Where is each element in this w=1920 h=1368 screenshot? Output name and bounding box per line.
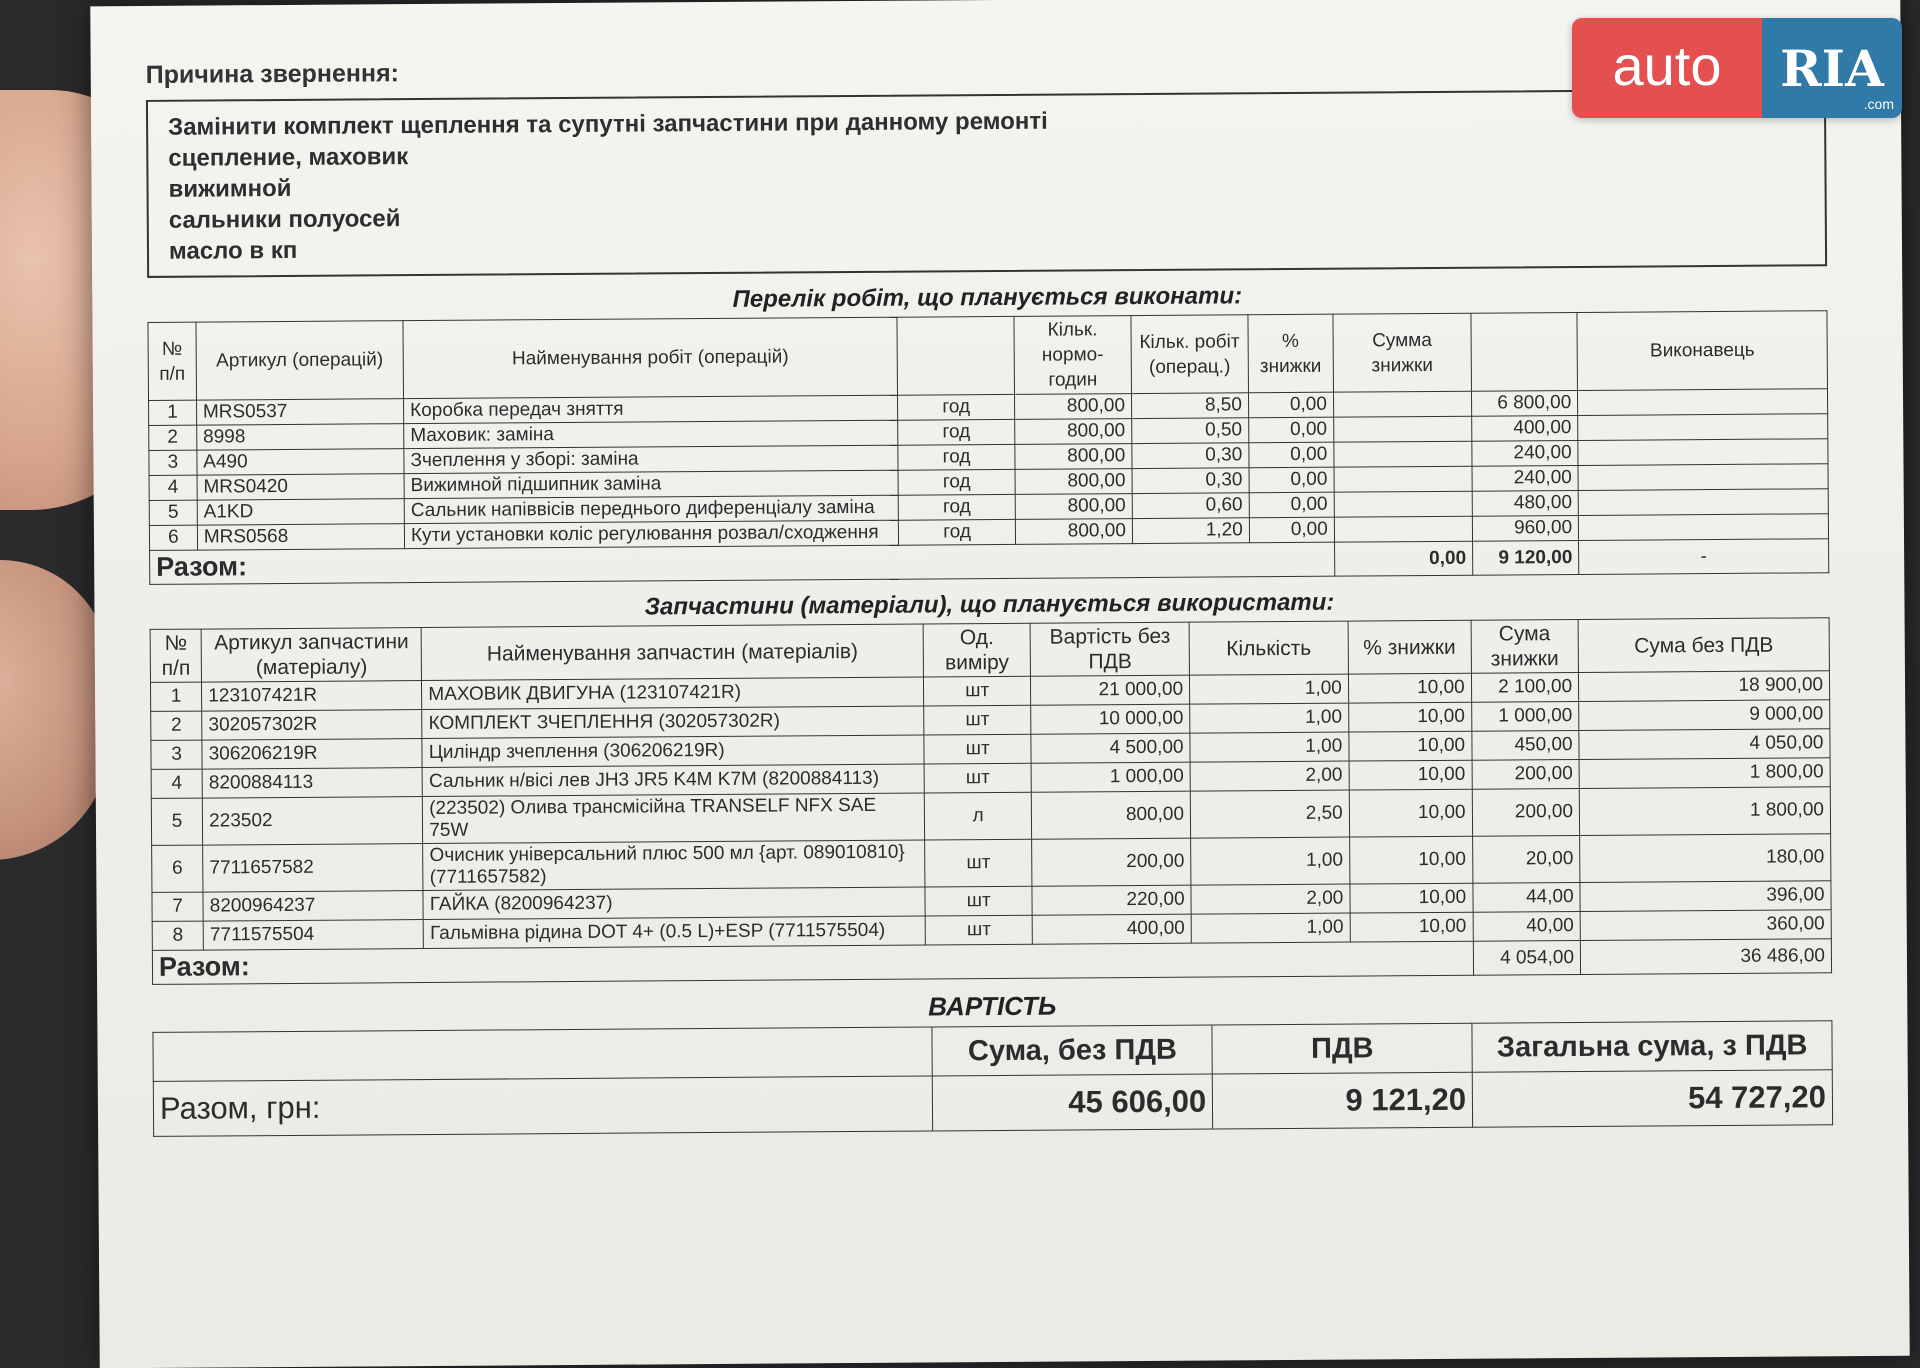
parts-cell: 1 — [150, 682, 201, 711]
parts-cell: 200,00 — [1472, 788, 1580, 836]
parts-header-cell: Вартість без ПДВ — [1031, 622, 1190, 676]
parts-cell: шт — [925, 886, 1033, 916]
cost-total-with-vat: 54 727,20 — [1472, 1070, 1832, 1128]
works-cell: Коробка передач зняття — [404, 395, 898, 423]
works-cell: MRS0568 — [197, 524, 404, 550]
parts-cell: Циліндр зчеплення (306206219R) — [422, 735, 924, 768]
parts-cell: (223502) Олива трансмісійна TRANSELF NFX SAE 75W — [423, 793, 925, 844]
watermark-auto: auto — [1572, 18, 1762, 118]
parts-cell: 10,00 — [1349, 760, 1472, 790]
parts-cell: 3 — [151, 740, 202, 769]
cost-header-empty — [153, 1027, 933, 1081]
autoria-watermark — [1572, 18, 1902, 118]
parts-cell: 7 — [152, 892, 203, 921]
parts-cell: 180,00 — [1580, 834, 1831, 883]
parts-header-cell: Сума знижки — [1471, 619, 1579, 673]
parts-cell: 1,00 — [1190, 732, 1349, 762]
reason-line: масло в кп — [168, 236, 298, 265]
parts-header-cell: Артикул запчастини (матеріалу) — [201, 628, 421, 683]
parts-cell: 5 — [151, 798, 203, 845]
works-cell: 4 — [149, 475, 197, 500]
parts-cell: 306206219R — [202, 739, 422, 770]
works-cell: Сальник напіввісів переднього диференціалу заміна — [404, 495, 898, 523]
parts-cell: 10,00 — [1349, 836, 1472, 884]
works-cell: 800,00 — [1015, 444, 1132, 470]
parts-cell: 1 000,00 — [1471, 701, 1579, 731]
works-cell — [1334, 516, 1472, 542]
parts-cell: Очисник універсальний плюс 500 мл {арт. 089010810} (7711657582) — [423, 840, 925, 891]
parts-cell: 8200964237 — [203, 891, 423, 922]
parts-cell: 2 100,00 — [1471, 672, 1579, 702]
works-cell: 8,50 — [1131, 393, 1248, 419]
works-cell — [1578, 389, 1828, 416]
parts-cell: 396,00 — [1580, 881, 1831, 912]
cost-value-row — [153, 1070, 1832, 1137]
parts-cell: 7711657582 — [203, 844, 423, 893]
works-cell: 800,00 — [1015, 494, 1132, 520]
works-cell: 240,00 — [1472, 440, 1578, 466]
parts-cell: шт — [924, 734, 1032, 764]
parts-header-cell: Найменування запчастин (матеріалів) — [421, 624, 923, 681]
works-cell: 0,60 — [1132, 493, 1249, 519]
parts-total-label: Разом: — [152, 941, 1473, 984]
parts-cell: 200,00 — [1472, 759, 1580, 789]
parts-cell: 200,00 — [1032, 838, 1191, 886]
parts-cell: 1,00 — [1190, 703, 1349, 733]
parts-cell: 10,00 — [1348, 702, 1471, 732]
works-cell: 0,30 — [1132, 443, 1249, 469]
parts-cell: ГАЙКА (8200964237) — [423, 887, 925, 920]
works-header-cell: Сумма знижки — [1333, 313, 1472, 392]
parts-cell: 40,00 — [1473, 911, 1581, 941]
works-cell: 0,30 — [1132, 468, 1249, 494]
parts-cell: КОМПЛЕКТ ЗЧЕПЛЕННЯ (302057302R) — [422, 706, 924, 739]
reason-line: Замінити комплект щеплення та супутні запчастини при данному ремонті — [168, 107, 1048, 141]
watermark-com: .com — [1863, 96, 1894, 112]
parts-cell: 20,00 — [1472, 835, 1580, 883]
reason-label: Причина звернення: — [145, 59, 400, 89]
works-cell: Зчеплення у зборі: заміна — [404, 445, 898, 473]
parts-cell: шт — [923, 676, 1031, 706]
parts-cell: МАХОВИК ДВИГУНА (123107421R) — [422, 677, 924, 710]
parts-cell: 1,00 — [1190, 674, 1349, 704]
works-cell: 8998 — [197, 424, 404, 450]
works-cell: год — [898, 419, 1015, 445]
parts-cell: 1 000,00 — [1031, 762, 1190, 792]
parts-header-cell: № п/п — [150, 629, 202, 682]
parts-cell: 21 000,00 — [1031, 675, 1190, 705]
parts-table — [150, 617, 1832, 985]
works-cell — [1578, 464, 1828, 491]
works-cell: 800,00 — [1015, 419, 1132, 445]
works-header-cell — [1471, 312, 1578, 391]
parts-cell: Гальмівна рідина DOT 4+ (0.5 L)+ESP (7711575504) — [423, 916, 925, 949]
parts-cell: 8200884113 — [202, 768, 422, 799]
cost-vat: 9 121,20 — [1213, 1072, 1473, 1129]
parts-cell: шт — [924, 763, 1032, 793]
works-cell: 0,00 — [1248, 417, 1333, 443]
parts-total-discount: 4 054,00 — [1473, 940, 1581, 975]
parts-cell: 10,00 — [1348, 673, 1471, 703]
works-cell: Маховик: заміна — [404, 420, 898, 448]
works-cell: 0,00 — [1249, 492, 1334, 518]
parts-cell: 123107421R — [202, 681, 422, 712]
works-cell — [1334, 441, 1472, 467]
document-content — [146, 49, 1833, 1137]
works-cell: 240,00 — [1472, 465, 1578, 491]
parts-cell: 1,00 — [1191, 837, 1350, 885]
works-cell: 800,00 — [1015, 519, 1132, 545]
works-header-cell: Артикул (операцій) — [196, 321, 404, 400]
cost-header-cell: Сума, без ПДВ — [932, 1025, 1212, 1076]
works-header-row — [148, 311, 1828, 401]
works-cell: год — [898, 444, 1015, 470]
reason-line: вижимной — [168, 174, 292, 203]
parts-cell: 220,00 — [1032, 885, 1191, 915]
parts-cell: 10,00 — [1349, 731, 1472, 761]
works-cell: MRS0537 — [196, 399, 403, 425]
reason-box — [146, 88, 1827, 278]
parts-total-sum: 36 486,00 — [1580, 939, 1831, 975]
reason-line: сальники полуосей — [168, 205, 401, 234]
works-cell — [1578, 414, 1828, 441]
parts-cell: 9 000,00 — [1579, 700, 1830, 731]
works-header-cell: Найменування робіт (операцій) — [403, 317, 898, 398]
cost-title: ВАРТІСТЬ — [928, 990, 1057, 1022]
works-cell — [1333, 391, 1471, 417]
cost-header-cell: Загальна сума, з ПДВ — [1472, 1021, 1832, 1073]
parts-cell: 10,00 — [1349, 789, 1472, 837]
parts-header-cell: Кількість — [1189, 621, 1348, 675]
works-cell — [1578, 439, 1828, 466]
watermark-ria — [1762, 18, 1902, 118]
parts-cell: 223502 — [202, 797, 422, 846]
works-cell: Кути установки коліс регулювання розвал/сходження — [404, 520, 898, 548]
works-header-cell: Кільк. робіт (операц.) — [1131, 315, 1248, 394]
parts-cell: 18 900,00 — [1579, 671, 1830, 702]
parts-header-cell: Од. виміру — [923, 623, 1031, 677]
parts-cell: л — [924, 792, 1032, 840]
works-header-cell: % знижки — [1248, 314, 1334, 393]
watermark-ria-text: RIA — [1780, 38, 1884, 98]
parts-cell: шт — [924, 705, 1032, 735]
works-cell — [1579, 514, 1829, 541]
works-total-sum: 9 120,00 — [1472, 540, 1579, 575]
parts-cell: шт — [925, 839, 1033, 887]
works-cell: 2 — [149, 425, 197, 450]
parts-cell: 2,50 — [1190, 790, 1349, 838]
works-cell: 0,00 — [1249, 467, 1334, 493]
cost-header-cell: ПДВ — [1212, 1023, 1472, 1074]
parts-cell: 44,00 — [1473, 882, 1581, 912]
parts-cell: 4 500,00 — [1031, 733, 1190, 763]
works-cell: 6 — [149, 525, 197, 550]
works-cell: 480,00 — [1472, 490, 1578, 516]
works-cell: 0,50 — [1132, 418, 1249, 444]
parts-body — [150, 671, 1831, 951]
works-header-cell: Виконавець — [1577, 311, 1827, 391]
works-cell: A1KD — [197, 499, 404, 525]
works-cell: 3 — [149, 450, 197, 475]
parts-cell: 10,00 — [1350, 883, 1473, 913]
parts-cell: 1 800,00 — [1579, 787, 1830, 836]
works-title: Перелік робіт, що планується виконати: — [732, 282, 1243, 313]
works-cell: 800,00 — [1015, 394, 1132, 420]
works-total-label: Разом: — [150, 542, 1335, 584]
parts-cell: 400,00 — [1033, 914, 1192, 944]
reason-line: сцепление, маховик — [168, 143, 409, 172]
works-cell: 5 — [149, 500, 197, 525]
parts-cell: 4 — [151, 769, 202, 798]
cost-sum-without-vat: 45 606,00 — [933, 1074, 1213, 1131]
parts-header-cell: Сума без ПДВ — [1578, 618, 1829, 673]
works-cell: Вижимной підшипник заміна — [404, 470, 898, 498]
works-cell: 960,00 — [1472, 515, 1578, 541]
works-cell — [1334, 466, 1472, 492]
parts-cell: 8 — [152, 921, 203, 950]
parts-cell: 7711575504 — [203, 920, 423, 951]
parts-cell: 4 050,00 — [1579, 729, 1830, 760]
parts-cell: 2,00 — [1191, 884, 1350, 914]
works-header-cell: № п/п — [148, 322, 196, 400]
parts-cell: 6 — [152, 845, 204, 892]
works-cell: 6 800,00 — [1471, 390, 1577, 416]
parts-cell: шт — [925, 915, 1033, 945]
parts-cell: 2 — [151, 711, 202, 740]
works-table — [147, 310, 1829, 585]
document-sheet — [90, 0, 1909, 1368]
parts-cell: 450,00 — [1471, 730, 1579, 760]
works-cell: 400,00 — [1472, 415, 1578, 441]
parts-cell: 10 000,00 — [1031, 704, 1190, 734]
works-cell: год — [898, 469, 1015, 495]
works-total-discount: 0,00 — [1334, 541, 1472, 576]
works-cell — [1578, 489, 1828, 516]
works-total-executor: - — [1579, 539, 1829, 575]
works-cell: A490 — [197, 449, 404, 475]
works-cell: 1 — [149, 400, 197, 425]
works-cell: 800,00 — [1015, 469, 1132, 495]
works-cell: 0,00 — [1249, 517, 1334, 543]
cost-row-label: Разом, грн: — [153, 1076, 933, 1136]
works-cell — [1333, 416, 1471, 442]
parts-cell: 10,00 — [1350, 912, 1473, 942]
works-cell: 1,20 — [1132, 518, 1249, 544]
works-header-cell: Кільк. нормо-годин — [1014, 316, 1131, 395]
parts-cell: 1 800,00 — [1579, 758, 1830, 789]
parts-cell: 2,00 — [1190, 761, 1349, 791]
works-cell: MRS0420 — [197, 474, 404, 500]
parts-cell: 1,00 — [1191, 913, 1350, 943]
parts-cell: Сальник н/вісі лев JH3 JR5 K4M K7M (8200884113) — [422, 764, 924, 797]
parts-header-cell: % знижки — [1348, 620, 1471, 674]
works-cell: 0,00 — [1249, 442, 1334, 468]
works-cell — [1334, 491, 1472, 517]
parts-cell: 360,00 — [1580, 910, 1831, 941]
works-header-cell — [897, 316, 1014, 395]
works-cell: год — [898, 394, 1015, 420]
works-body — [149, 389, 1829, 551]
works-cell: 0,00 — [1248, 392, 1333, 418]
parts-title: Запчастини (матеріали), що планується використати: — [644, 588, 1335, 621]
parts-cell: 302057302R — [202, 710, 422, 741]
parts-cell: 800,00 — [1032, 791, 1191, 839]
cost-table — [152, 1020, 1833, 1137]
works-cell: год — [898, 494, 1015, 520]
works-cell: год — [899, 519, 1016, 545]
